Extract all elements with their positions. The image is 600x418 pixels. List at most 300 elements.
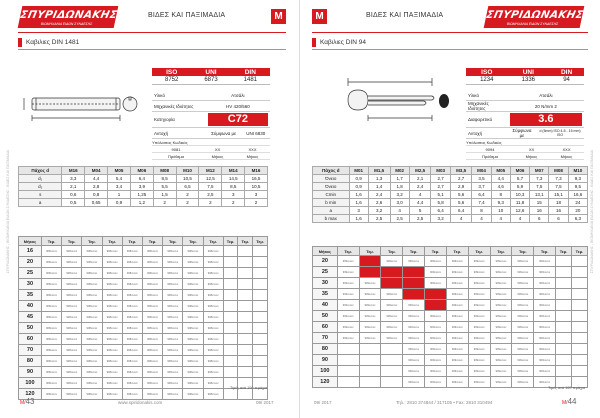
avail-cell: 908xxxxx (203, 279, 223, 290)
code-head: Μήκος (200, 153, 235, 160)
avail-cell: 908xxxxx (163, 334, 183, 345)
dims-corner: Πάχος d (19, 167, 62, 175)
grade-badge: C72 (208, 113, 268, 126)
avail-cell (223, 301, 238, 312)
prop-value: Ατσάλι (206, 90, 270, 101)
avail-cell: 908xxxxx (82, 334, 102, 345)
avail-cell: 909xxxxx (337, 289, 359, 300)
avail-length: 60 (313, 322, 338, 333)
std-value-uni: 6873 (191, 76, 230, 85)
avail-cell (253, 356, 268, 367)
avail-length: 25 (313, 267, 338, 278)
avail-cell: 908xxxxx (163, 312, 183, 323)
avail-cell: 909xxxxx (490, 322, 512, 333)
avail-cell (556, 278, 572, 289)
avail-length: 30 (313, 278, 338, 289)
dims-cell: 2 (176, 199, 199, 207)
avail-cell: 909xxxxx (446, 311, 468, 322)
dims-row-label: Cmin (313, 191, 350, 199)
avail-cell: 909xxxxx (468, 289, 490, 300)
avail-cell: 909xxxxx (337, 267, 359, 278)
std-value-din: 94 (549, 76, 584, 85)
dims-cell: 6 (530, 215, 549, 223)
avail-cell: 909xxxxx (446, 366, 468, 377)
avail-col-head: Τεμ. (238, 237, 253, 246)
vertical-margin-text: ΣΠΥΡΙΔΩΝΑΚΗΣ - ΒΙΟΜΗΧΑΝΙΑ ΕΙΔΩΝ ΣΥΝΔΕΣΗΣ - ΒΙΔΕΣ ΚΑΙ ΠΑΞΙΜΑΔΙΑ (6, 150, 10, 274)
avail-cell: 908xxxxx (62, 378, 82, 389)
avail-cell: 909xxxxx (468, 311, 490, 322)
avail-length: 25 (19, 268, 42, 279)
avail-cell (337, 377, 359, 388)
code-head: Πρόθεμα (466, 153, 514, 160)
avail-cell (337, 344, 359, 355)
avail-cell: 908xxxxx (102, 312, 122, 323)
avail-cell: 909xxxxx (381, 289, 403, 300)
page-title: ΒΙΔΕΣ ΚΑΙ ΠΑΞΙΜΑΔΙΑ (148, 12, 226, 19)
dims-row (313, 183, 588, 191)
avail-length: 50 (313, 311, 338, 322)
avail-cell: 908xxxxx (183, 389, 203, 400)
avail-row (19, 246, 268, 257)
avail-cell: 909xxxxx (425, 322, 447, 333)
avail-cell: 909xxxxx (490, 344, 512, 355)
avail-cell: 908xxxxx (142, 268, 162, 279)
dims-cell: 3,5 (472, 175, 491, 183)
avail-cell (571, 256, 587, 267)
avail-cell: 908xxxxx (82, 246, 102, 257)
standards-table (152, 68, 270, 85)
code-value: 9081 (152, 146, 200, 153)
dims-cell: 4 (390, 207, 409, 215)
dims-col-head: M01 (349, 167, 368, 175)
avail-cell: 909xxxxx (446, 289, 468, 300)
avail-row (313, 278, 588, 289)
avail-cell: 908xxxxx (62, 279, 82, 290)
dims-cell: 3,4 (108, 183, 131, 191)
avail-cell: 908xxxxx (41, 312, 61, 323)
avail-cell: 909xxxxx (337, 322, 359, 333)
avail-cell (571, 278, 587, 289)
dims-cell: 8,5 (222, 183, 245, 191)
avail-cell: 908xxxxx (122, 378, 142, 389)
avail-cell (238, 312, 253, 323)
dims-cell: 2,1 (409, 175, 431, 183)
avail-cell: 908xxxxx (82, 268, 102, 279)
dims-cell: 1,8 (390, 183, 409, 191)
avail-cell: 908xxxxx (203, 312, 223, 323)
prop-label: Μηχανικές Ιδιότητες (152, 101, 206, 112)
avail-cell: 908xxxxx (41, 257, 61, 268)
prop-label: Υλικό (152, 90, 206, 101)
avail-cell (238, 279, 253, 290)
prop-label: Διαφορετικό (466, 112, 508, 128)
avail-cell: 908xxxxx (203, 257, 223, 268)
header-rule (312, 32, 588, 33)
avail-cell (556, 256, 572, 267)
dims-cell: 2,5 (368, 215, 390, 223)
avail-corner: Μήκος (19, 237, 42, 246)
avail-cell: 908xxxxx (82, 367, 102, 378)
avail-cell: 909xxxxx (446, 377, 468, 388)
avail-col-head: Τεμ. (337, 247, 359, 256)
dims-cell: 7,5 (199, 183, 222, 191)
dims-cell: 3,2 (431, 215, 450, 223)
page-number (562, 397, 576, 406)
avail-cell (381, 366, 403, 377)
avail-col-head: Τεμ. (41, 237, 61, 246)
dims-cell: 1,6 (349, 215, 368, 223)
section-title-text: Καβιλιες DIN 1481 (26, 39, 80, 47)
avail-cell (253, 323, 268, 334)
avail-cell: 908xxxxx (203, 356, 223, 367)
avail-cell: 908xxxxx (142, 367, 162, 378)
avail-cell: 908xxxxx (203, 268, 223, 279)
dims-row-label: s (19, 191, 62, 199)
header-rule (18, 32, 286, 33)
avail-cell (556, 322, 572, 333)
avail-cell: 909xxxxx (359, 311, 381, 322)
avail-cell: 908xxxxx (183, 356, 203, 367)
dims-cell: 14,5 (222, 175, 245, 183)
catalog-page-right (300, 0, 600, 418)
dims-col-head: M2,5 (409, 167, 431, 175)
avail-cell: 908xxxxx (102, 345, 122, 356)
std-head-din: DIN (549, 68, 584, 76)
avail-row (19, 367, 268, 378)
avail-cell: 908xxxxx (142, 378, 162, 389)
avail-cell: 908xxxxx (122, 345, 142, 356)
avail-col-head: Τεμ. (425, 247, 447, 256)
dims-cell: 1,4 (368, 183, 390, 191)
avail-cell (253, 389, 268, 400)
avail-cell: 908xxxxx (62, 334, 82, 345)
avail-cell: 908xxxxx (41, 367, 61, 378)
avail-row (19, 290, 268, 301)
avail-cell: 909xxxxx (381, 333, 403, 344)
avail-cell-highlight (403, 267, 425, 278)
avail-cell: 909xxxxx (512, 355, 534, 366)
dims-cell: 3,2 (390, 191, 409, 199)
avail-cell (253, 345, 268, 356)
avail-cell: 909xxxxx (381, 300, 403, 311)
dims-cell: 5,6 (450, 199, 472, 207)
avail-length: 40 (313, 300, 338, 311)
avail-col-head: Τεμ. (403, 247, 425, 256)
avail-cell: 908xxxxx (203, 301, 223, 312)
avail-cell: 908xxxxx (102, 290, 122, 301)
dims-col-head: M10 (176, 167, 199, 175)
avail-cell (337, 355, 359, 366)
avail-cell (381, 344, 403, 355)
avail-cell: 909xxxxx (490, 366, 512, 377)
avail-cell: 909xxxxx (512, 300, 534, 311)
avail-cell (359, 366, 381, 377)
avail-cell: 909xxxxx (446, 344, 468, 355)
avail-cell (253, 301, 268, 312)
avail-length: 120 (19, 389, 42, 400)
avail-cell (238, 356, 253, 367)
avail-cell (571, 355, 587, 366)
avail-cell: 909xxxxx (512, 333, 534, 344)
avail-cell: 908xxxxx (82, 312, 102, 323)
section-marker (312, 38, 316, 47)
avail-cell: 909xxxxx (446, 355, 468, 366)
dims-row (313, 191, 588, 199)
brand-logo (18, 6, 119, 28)
dims-cell: 6,4 (130, 175, 153, 183)
avail-cell: 908xxxxx (62, 257, 82, 268)
avail-cell: 908xxxxx (102, 246, 122, 257)
avail-cell-highlight (359, 267, 381, 278)
avail-cell: 909xxxxx (425, 377, 447, 388)
avail-cell: 908xxxxx (163, 356, 183, 367)
avail-cell: 908xxxxx (82, 301, 102, 312)
avail-cell: 908xxxxx (122, 279, 142, 290)
avail-cell: 909xxxxx (446, 300, 468, 311)
avail-cell (223, 257, 238, 268)
avail-cell: 908xxxxx (163, 268, 183, 279)
dims-cell: 2 (199, 199, 222, 207)
avail-cell: 909xxxxx (425, 344, 447, 355)
avail-cell (571, 366, 587, 377)
avail-cell: 908xxxxx (62, 301, 82, 312)
avail-length: 80 (313, 344, 338, 355)
dims-cell: 5,8 (431, 199, 450, 207)
avail-cell: 908xxxxx (142, 257, 162, 268)
avail-row (313, 267, 588, 278)
avail-head-row (313, 247, 588, 256)
avail-col-head: Τεμ. (359, 247, 381, 256)
avail-col-head: Τεμ. (571, 247, 587, 256)
avail-cell: 908xxxxx (122, 268, 142, 279)
avail-cell (253, 290, 268, 301)
avail-cell (223, 334, 238, 345)
avail-cell: 909xxxxx (403, 333, 425, 344)
avail-cell: 909xxxxx (534, 256, 556, 267)
dims-cell: 12,5 (199, 175, 222, 183)
avail-cell-highlight (381, 267, 403, 278)
avail-cell: 909xxxxx (403, 377, 425, 388)
page-number-value: 43 (25, 397, 35, 406)
dims-col-head: M02 (390, 167, 409, 175)
dims-cell: 2,4 (368, 191, 390, 199)
code-table (466, 139, 584, 160)
dims-cell: 3,3 (62, 175, 85, 183)
avail-row (19, 301, 268, 312)
footer-website[interactable]: www.spiridonakis.com (118, 400, 163, 405)
std-value-din: 1481 (231, 76, 270, 85)
dims-cell: 0,9 (349, 175, 368, 183)
dims-cell: 6,4 (431, 207, 450, 215)
dims-cell: 18 (549, 199, 568, 207)
page-number-prefix: M/ (562, 400, 568, 406)
dims-col-head: M12 (199, 167, 222, 175)
dims-col-head: M04 (472, 167, 491, 175)
dims-cell: 10 (491, 207, 510, 215)
avail-cell: 908xxxxx (82, 345, 102, 356)
avail-cell: 909xxxxx (534, 377, 556, 388)
dims-cell: 4,4 (85, 175, 108, 183)
avail-cell: 909xxxxx (512, 256, 534, 267)
avail-col-head: Τεμ. (122, 237, 142, 246)
avail-cell: 909xxxxx (534, 267, 556, 278)
dims-col-head: M05 (108, 167, 131, 175)
dims-row (313, 207, 588, 215)
prop-label: Μηχανικές Ιδιότητες (466, 101, 508, 112)
avail-cell: 908xxxxx (62, 356, 82, 367)
avail-cell (359, 344, 381, 355)
avail-corner: Μήκος (313, 247, 338, 256)
avail-cell: 909xxxxx (534, 355, 556, 366)
avail-length: 50 (19, 323, 42, 334)
dims-cell: 4 (409, 191, 431, 199)
dims-cell: 0,65 (85, 199, 108, 207)
avail-cell: 908xxxxx (122, 323, 142, 334)
code-head: Πρόθεμα (152, 153, 200, 160)
dims-cell: 2 (176, 191, 199, 199)
dims-row (313, 215, 588, 223)
prop-label: Αντοχή (466, 128, 508, 139)
avail-length: 45 (19, 312, 42, 323)
dims-cell: 16 (549, 207, 568, 215)
avail-row (313, 322, 588, 333)
avail-cell: 908xxxxx (203, 378, 223, 389)
avail-cell: 909xxxxx (381, 311, 403, 322)
avail-col-head: Τεμ. (183, 237, 203, 246)
prop-value: Σύμφωνα με (206, 128, 242, 139)
avail-cell: 909xxxxx (446, 256, 468, 267)
avail-cell-highlight (425, 289, 447, 300)
avail-cell: 908xxxxx (203, 334, 223, 345)
avail-cell (238, 290, 253, 301)
avail-cell: 908xxxxx (41, 323, 61, 334)
avail-cell (223, 279, 238, 290)
avail-cell: 908xxxxx (203, 345, 223, 356)
dims-cell: 1,2 (130, 199, 153, 207)
avail-row (19, 356, 268, 367)
avail-cell: 909xxxxx (381, 256, 403, 267)
avail-cell: 909xxxxx (446, 322, 468, 333)
dims-cell: 7,3 (549, 175, 568, 183)
avail-cell (253, 334, 268, 345)
avail-cell (571, 311, 587, 322)
avail-cell: 909xxxxx (468, 377, 490, 388)
avail-cell: 908xxxxx (122, 301, 142, 312)
avail-cell: 909xxxxx (359, 289, 381, 300)
dims-cell: 1,7 (390, 175, 409, 183)
avail-row (19, 389, 268, 400)
properties-table (152, 90, 270, 139)
avail-cell (253, 367, 268, 378)
dims-cell: 5,6 (450, 191, 472, 199)
avail-col-head: Τεμ. (253, 237, 268, 246)
avail-length: 100 (19, 378, 42, 389)
dims-cell: 3 (349, 207, 368, 215)
avail-cell: 909xxxxx (490, 355, 512, 366)
avail-cell: 908xxxxx (82, 378, 102, 389)
spring-pin-drawing (18, 84, 146, 130)
dims-cell: 3 (222, 191, 245, 199)
dims-row-label: d₂ (19, 183, 62, 191)
avail-cell: 908xxxxx (142, 301, 162, 312)
avail-row (19, 345, 268, 356)
avail-row (313, 366, 588, 377)
avail-length: 35 (313, 289, 338, 300)
avail-cell: 909xxxxx (337, 311, 359, 322)
avail-cell (223, 389, 238, 400)
code-head: Μήκος (549, 153, 584, 160)
code-table (152, 139, 270, 160)
dims-col-head: M16 (62, 167, 85, 175)
dims-cell: 5,1 (431, 191, 450, 199)
avail-cell (359, 377, 381, 388)
avail-cell: 908xxxxx (41, 290, 61, 301)
dims-row-label: a (313, 207, 350, 215)
avail-cell: 909xxxxx (468, 333, 490, 344)
avail-cell: 908xxxxx (41, 345, 61, 356)
price-note: Τιμές ανά 100 τεμάχια (548, 386, 586, 390)
brand-name: ΣΠΥΡΙΔΩΝΑΚΗΣ (19, 9, 119, 21)
avail-cell: 909xxxxx (512, 377, 534, 388)
avail-cell-highlight (425, 300, 447, 311)
avail-cell (223, 345, 238, 356)
avail-row (313, 256, 588, 267)
avail-cell: 909xxxxx (359, 278, 381, 289)
avail-cell: 909xxxxx (425, 333, 447, 344)
avail-cell: 908xxxxx (102, 257, 122, 268)
avail-cell: 909xxxxx (468, 278, 490, 289)
dims-cell: 0,8 (85, 191, 108, 199)
avail-cell: 909xxxxx (512, 366, 534, 377)
avail-cell: 908xxxxx (183, 301, 203, 312)
avail-cell: 909xxxxx (337, 278, 359, 289)
code-value: 9094 (466, 146, 514, 153)
dims-cell: 3,2 (368, 207, 390, 215)
dims-row-label: b min (313, 199, 350, 207)
dims-row-label: Όνειο (313, 183, 350, 191)
avail-cell (556, 289, 572, 300)
avail-cell-highlight (403, 278, 425, 289)
avail-length: 35 (19, 290, 42, 301)
avail-cell: 908xxxxx (183, 246, 203, 257)
avail-length: 90 (19, 367, 42, 378)
vertical-margin-text: ΣΠΥΡΙΔΩΝΑΚΗΣ - ΒΙΟΜΗΧΑΝΙΑ ΕΙΔΩΝ ΣΥΝΔΕΣΗΣ - ΒΙΔΕΣ ΚΑΙ ΠΑΞΙΜΑΔΙΑ (590, 150, 594, 274)
dims-cell: 3,7 (472, 183, 491, 191)
avail-col-head: Τεμ. (102, 237, 122, 246)
avail-cell (238, 367, 253, 378)
avail-cell: 909xxxxx (468, 366, 490, 377)
prop-value: Ατσάλι (508, 90, 584, 101)
avail-cell: 909xxxxx (490, 377, 512, 388)
dims-cell: 2,5 (409, 215, 431, 223)
avail-cell (571, 300, 587, 311)
code-label: Υπόλοιπος Κωδικός (466, 139, 584, 146)
avail-cell: 908xxxxx (163, 279, 183, 290)
avail-cell-highlight (359, 256, 381, 267)
avail-cell (571, 322, 587, 333)
dims-cell: 1,6 (349, 199, 368, 207)
dims-col-head: M05 (491, 167, 510, 175)
avail-row (313, 355, 588, 366)
avail-cell: 909xxxxx (425, 256, 447, 267)
avail-cell: 908xxxxx (142, 389, 162, 400)
dims-cell: 1 (108, 191, 131, 199)
avail-cell: 908xxxxx (142, 312, 162, 323)
avail-cell: 909xxxxx (468, 355, 490, 366)
page-number-prefix: M/ (20, 400, 26, 406)
dims-cell: 5,7 (510, 175, 529, 183)
code-head: Μήκος (235, 153, 270, 160)
